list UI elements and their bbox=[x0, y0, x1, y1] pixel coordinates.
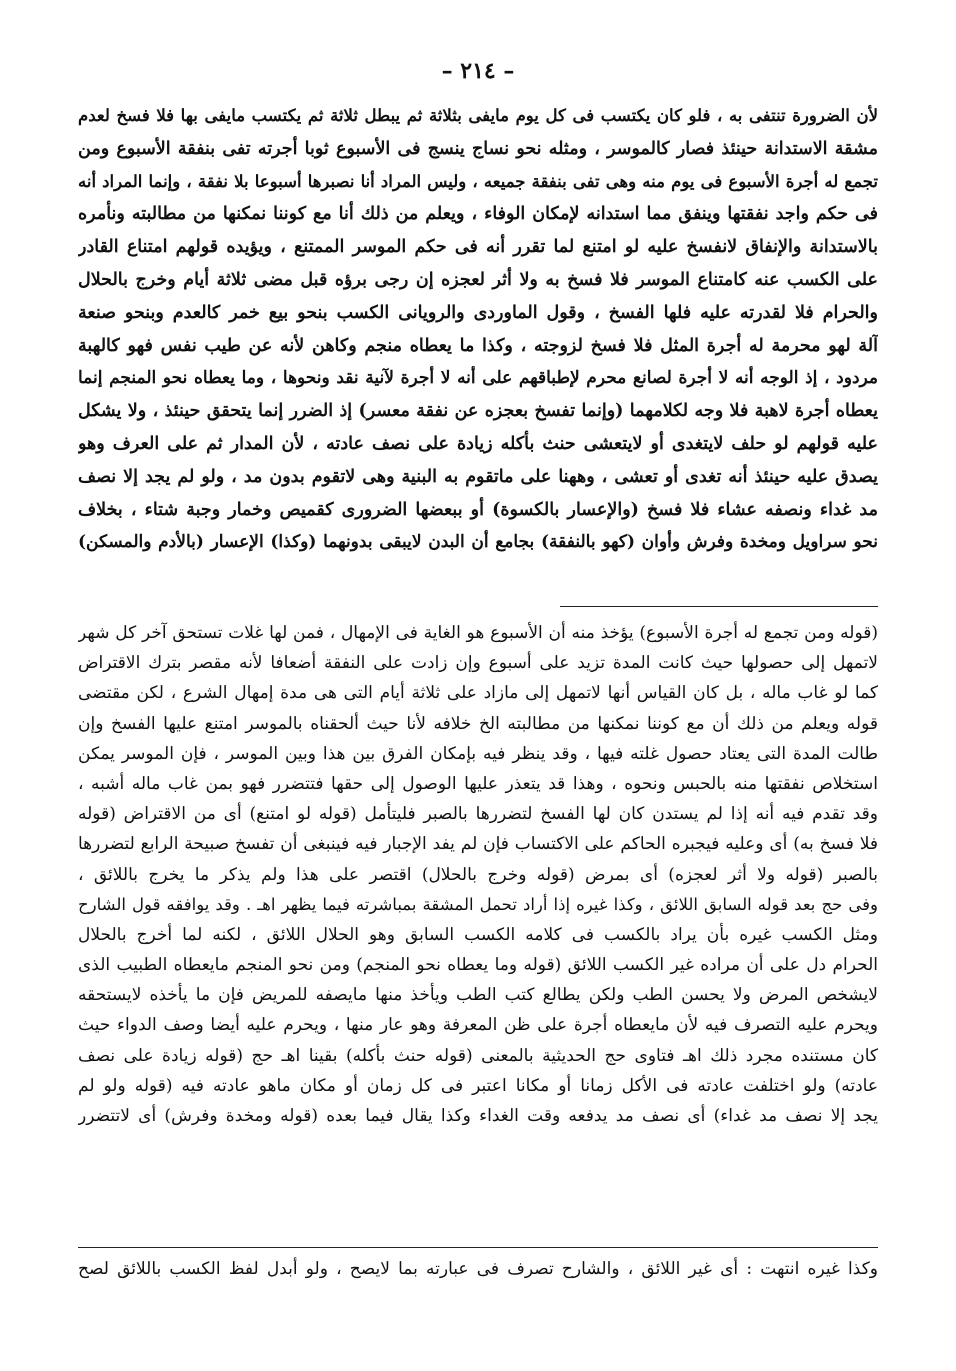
main-text-line: بالاستدانة والإنفاق لانفسخ عليه لو امتنع لما تقرر أنه فى حكم الموسر الممتنع ، ويؤيده قولهم امتناع القادر bbox=[78, 237, 878, 258]
footer-line: وكذا غيره انتهت : أى غير اللائق ، والشارح تصرف فى عبارته بما لايصح ، ولو أبدل لفظ الكسب باللائق لصح bbox=[78, 1259, 878, 1279]
main-text-line: يصدق عليه حينئذ أنه تغدى أو تعشى ، وههنا على ماتقوم به البنية وهى لاتقوم بدون مد ، ولو لم يجد إلا نصف bbox=[78, 466, 878, 487]
main-text-line: عليه قولهم لو حلف لايتغدى أو لايتعشى حنث بأكله زيادة على نصف عادته ، لأن المدار ثم على العرف وهو bbox=[78, 433, 878, 454]
commentary-line: لاتمهل إلى حصولها حيث كانت المدة تزيد على أسبوع وإن زادت على النفقة أضعافا لأنه مقصر بترك الاقتراض bbox=[78, 653, 878, 674]
commentary-line: كان مستنده مجرد ذلك اهـ فتاوى حج الحديثية بالمعنى (قوله حنث بأكله) بقينا اهـ حج (قوله زيادة على نصف bbox=[78, 1045, 878, 1066]
main-text-line: مشقة الاستدانة حينئذ فصار كالموسر ، ومثله نحو نساج ينسج فى الأسبوع ثوبا أجرته تفى بنفقة الأسبوع ومن bbox=[78, 138, 878, 159]
section-divider bbox=[560, 606, 878, 607]
main-text-line: يعطاه أجرة لاهبة فلا وجه لكلامهما (وإنما تفسخ بعجزه عن نفقة معسر) إذ الضرر إنما يتحقق حينئذ ، ولا يشكل bbox=[78, 401, 878, 422]
commentary-line: كما لو غاب ماله ، بل كان القياس أنها لاتمهل إلى مازاد على ثلاثة أيام التى هى مدة إمهال الشرع ، لكن مقتضى bbox=[78, 683, 878, 704]
main-text-line: مردود ، إذ الوجه أنه لا أجرة لصانع محرم لإطباقهم على أنه لا أجرة لآنية نقد ونحوها ، وما يعطاه نحو المنجم إنما bbox=[78, 368, 878, 389]
commentary-text bbox=[78, 618, 878, 1131]
commentary-line: وقد تقدم فيه أنه إذا لم يستدن كان لها الفسخ لتضررها بالصبر فليتأمل (قوله لو امتنع) أى من الاقتراض (قوله bbox=[78, 804, 878, 825]
commentary-line: ومثل الكسب غيره بأن يراد بالكسب فى كلامه الكسب السابق وهو الحلال اللائق ، لكنه لما أخرج بالحلال bbox=[78, 924, 878, 945]
main-text-line: نحو سراويل ومخدة وفرش وأوان (كهو بالنفقة) بجامع أن البدن لايبقى بدونهما (وكذا) الإعسار (بالأدم والمسكن) bbox=[78, 532, 878, 553]
main-text-line: تجمع له أجرة الأسبوع فى يوم منه وهى تفى بنفقة جميعه ، وليس المراد أنا نصبرها أسبوعا بلا نفقة ، وإنما المراد أنه bbox=[78, 171, 878, 191]
commentary-line: الحرام دل على أن مراده غير الكسب اللائق (قوله وما يعطاه نحو المنجم) ومن نحو المنجم مايعطاه الطبيب الذى bbox=[78, 955, 878, 976]
main-text-line: لأن الضرورة تنتفى به ، فلو كان يكتسب فى كل يوم مايفى بثلاثة ثم يبطل ثلاثة ثم يكتسب مايفى بها فلا فسخ لعدم bbox=[78, 106, 878, 125]
main-text-line: فى حكم واجد نفقتها وينفق مما استدانه لإمكان الوفاء ، ويعلم من ذلك أنا مع كوننا نمكنها من مطالبته ونأمره bbox=[78, 204, 878, 225]
commentary-line: وفى حج بعد قوله السابق اللائق ، وكذا غيره إذا أراد تحمل المشقة بمباشرته فيما يظهر اهـ . وقد يوافقه قول الشارح bbox=[78, 894, 878, 914]
main-text-line: على الكسب عنه كامتناع الموسر فلا فسخ به ولا أثر لعجزه إن رجى برؤه قبل مضى ثلاثة أيام وخرج بالحلال bbox=[78, 269, 878, 290]
main-text-line: آلة لهو محرمة له أجرة المثل فلا فسخ لزوجته ، وكذا ما يعطاه منجم وكاهن لأنه عن طيب نفس فهو كالهبة bbox=[78, 335, 878, 356]
page-number: – ٢١٤ – bbox=[441, 58, 515, 84]
commentary-line: طالت المدة التى يعتاد حصول غلته فيها ، وقد ينظر فيه بإمكان الفرق بين هذا وبين الموسر ، فإن الموسر يمكن bbox=[78, 743, 878, 764]
commentary-line: قوله ويعلم من ذلك أن مع كوننا نمكنها من مطالبته الخ خلافه لأنا حيث ألحقناه بالموسر امتنع عليها الفسخ وإن bbox=[78, 713, 878, 734]
commentary-line: فلا فسخ به) أى وعليه فيجبره الحاكم على الاكتساب فإن لم يفد الإجبار فيه فينبغى أن تفسخ صبيحة الرابع لتضررها bbox=[78, 834, 878, 855]
commentary-line: لايشخص المرض ولا يحسن الطب ولكن يطالع كتب الطب ويأخذ منها مايصفه للمريض فإن ما يأخذه لايستحقه bbox=[78, 985, 878, 1006]
footer-divider bbox=[78, 1247, 878, 1248]
commentary-line: استخلاص نفقتها منه بالحبس ونحوه ، وهذا قد يتعذر عليها الوصول إلى حقها فتتضرر فهو بمن غاب ماله أشبه ، bbox=[78, 773, 878, 794]
commentary-line: ويحرم عليه التصرف فيه لأن مايعطاه أجرة على ظن المعرفة وهو عار منها ، ويحرم عليه أيضا وصف الدواء حيث bbox=[78, 1015, 878, 1036]
commentary-line: عادته) ولو اختلفت عادته فى الأكل زمانا أو مكانا اعتبر فى كل زمان أو مكان ماهو عادته فيه (قوله ولو لم bbox=[78, 1075, 878, 1096]
commentary-line: بالصبر (قوله ولا أثر لعجزه) أى بمرض (قوله وخرج بالحلال) اقتصر على هذا ولم يذكر ما يخرج باللائق ، bbox=[78, 864, 878, 885]
main-text-line: مد غداء ونصفه عشاء فلا فسخ (والإعسار بالكسوة) أو ببعضها الضرورى كقميص وخمار وجبة شتاء ، بخلاف bbox=[78, 499, 878, 520]
footer-note bbox=[78, 1254, 878, 1284]
main-text bbox=[78, 100, 878, 559]
main-text-line: والحرام فلا لقدرته عليه فلها الفسخ ، وقول الماوردى والرويانى الكسب بنحو بيع خمر كالعدم وبنحو صنعة bbox=[78, 302, 878, 323]
commentary-line: (قوله ومن تجمع له أجرة الأسبوع) يؤخذ منه أن الأسبوع هو الغاية فى الإمهال ، فمن لها غلات تستحق آخر كل شهر bbox=[78, 623, 878, 643]
commentary-line: يجد إلا نصف مد غداء) أى نصف مد يدفعه وقت الغداء وكذا يقال فيما بعده (قوله ومخدة وفرش) أى لاتتضرر bbox=[78, 1106, 878, 1126]
